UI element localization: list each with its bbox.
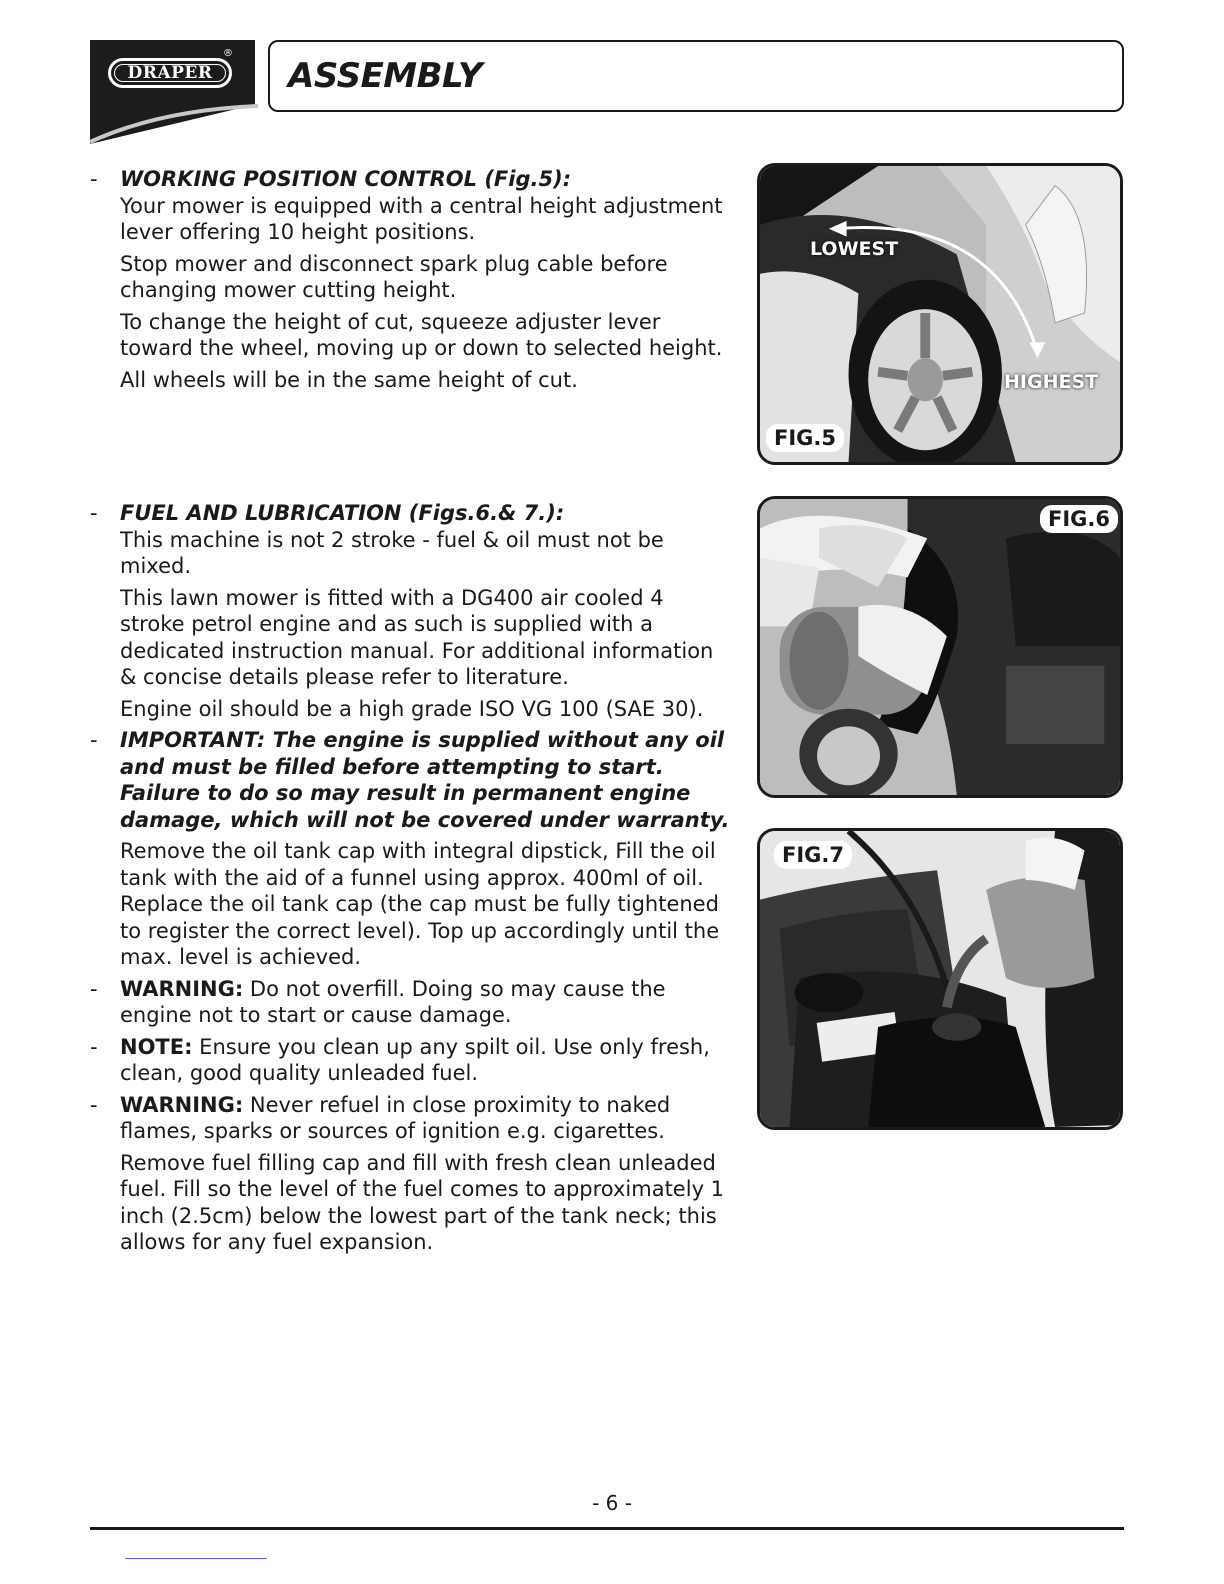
paragraph: Remove fuel filling cap and fill with fresh clean unleaded fuel. Fill so the level of the fuel comes to approximately 1 inch (2.5cm) below the lowest part of the tank neck; this allows for any fuel expansion. <box>120 1150 725 1254</box>
bullet-dash: - <box>90 1034 98 1059</box>
page-number: - 6 - <box>592 1491 632 1515</box>
section-heading: WORKING POSITION CONTROL (Fig.5): <box>120 167 572 191</box>
fig6-label: FIG.6 <box>1040 505 1118 533</box>
bullet-dash: - <box>90 976 98 1001</box>
warning-overfill <box>90 976 730 1029</box>
important-text: IMPORTANT: The engine is supplied without any oil and must be filled before attempting to start. Failure to do so may result in permanent engine damage, which will not be covered under warranty. <box>120 728 730 832</box>
section-fuel-lubrication <box>90 500 730 1256</box>
fig5-illustration <box>760 166 1120 462</box>
bullet-dash: - <box>90 1092 98 1117</box>
paragraph: Your mower is equipped with a central height adjustment lever offering 10 height positions. <box>120 193 723 244</box>
fig7-illustration <box>760 831 1120 1127</box>
fig7-label: FIG.7 <box>774 841 852 869</box>
paragraph: Stop mower and disconnect spark plug cable before changing mower cutting height. <box>120 251 668 302</box>
fig5-highest-callout: HIGHEST <box>1004 371 1099 393</box>
note-text: Ensure you clean up any spilt oil. Use only fresh, clean, good quality unleaded fuel. <box>120 1034 710 1085</box>
registered-mark: ® <box>223 48 233 59</box>
paragraph: Remove the oil tank cap with integral dipstick, Fill the oil tank with the aid of a funnel using approx. 400ml of oil. Replace the oil tank cap (the cap must be fully tightened to register the correct level). Top up accordingly until the max. level is achieved. <box>120 839 720 969</box>
figure-5 <box>757 163 1123 465</box>
paragraph: To change the height of cut, squeeze adjuster lever toward the wheel, moving up or down to selected height. <box>120 309 723 360</box>
section-heading: FUEL AND LUBRICATION (Figs.6.& 7.): <box>120 501 565 525</box>
bullet-dash: - <box>90 728 98 752</box>
warning-refuel <box>90 1092 730 1145</box>
bullet-dash: - <box>90 167 98 191</box>
fig6-illustration <box>760 499 1120 795</box>
important-notice <box>90 727 730 833</box>
fig5-label: FIG.5 <box>766 424 844 452</box>
figure-7 <box>757 828 1123 1130</box>
warning-label: WARNING: <box>120 1092 244 1117</box>
note-spilt-oil <box>90 1034 730 1087</box>
draper-logo <box>108 58 232 88</box>
page-title: ASSEMBLY <box>288 56 483 96</box>
logo-text: DRAPER <box>127 63 213 83</box>
paragraph: This machine is not 2 stroke - fuel & oil must not be mixed. <box>120 527 664 578</box>
note-label: NOTE: <box>120 1034 193 1059</box>
warning-label: WARNING: <box>120 976 244 1001</box>
warning-text: Do not overfill. Doing so may cause the engine not to start or cause damage. <box>120 976 666 1027</box>
paragraph: Engine oil should be a high grade ISO VG 100 (SAE 30). <box>120 696 704 721</box>
paragraph: This lawn mower is fitted with a DG400 air cooled 4 stroke petrol engine and as such is supplied with a dedicated instruction manual. For additional information & concise details please refer to literature. <box>120 585 714 689</box>
footer-rule <box>90 1527 1124 1530</box>
paragraph: All wheels will be in the same height of cut. <box>120 367 578 392</box>
title-box <box>268 40 1124 112</box>
warning-text: Never refuel in close proximity to naked flames, sparks or sources of ignition e.g. cigarettes. <box>120 1092 671 1143</box>
section-working-position <box>90 166 730 393</box>
figure-6 <box>757 496 1123 798</box>
fig5-lowest-callout: LOWEST <box>810 238 899 260</box>
logo-swoosh <box>90 104 260 144</box>
bullet-dash: - <box>90 501 98 525</box>
footer-link-underline <box>125 1558 267 1559</box>
